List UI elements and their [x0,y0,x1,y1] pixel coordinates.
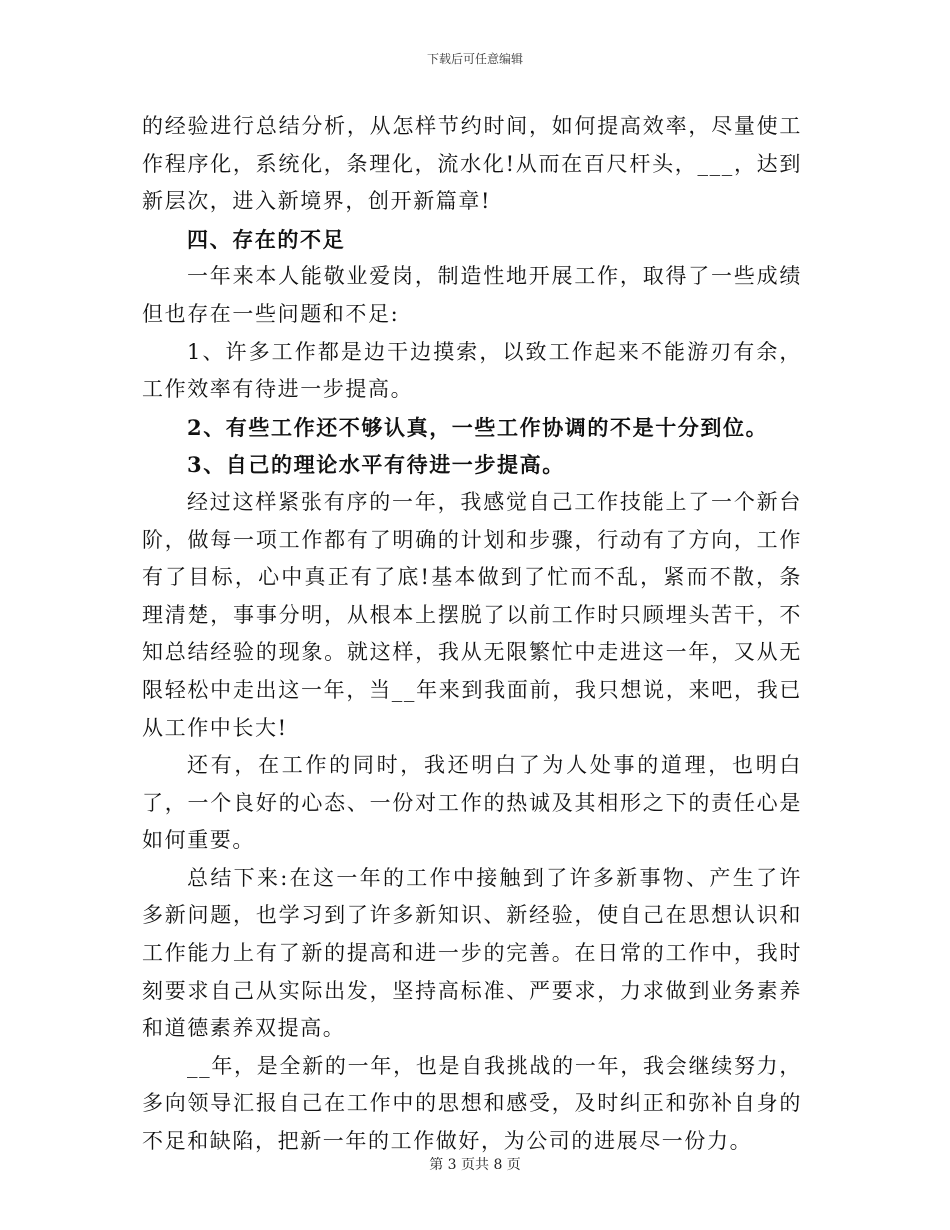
paragraph-continuation: 的经验进行总结分析，从怎样节约时间，如何提高效率，尽量使工作程序化，系统化，条理化，流水化!从而在百尺杆头，___，达到新层次，进入新境界，创开新篇章! [142,114,802,214]
paragraph-intro: 一年来本人能敬业爱岗，制造性地开展工作，取得了一些成绩但也存在一些问题和不足: [142,264,802,326]
list-item-1: 1、许多工作都是边干边摸索，以致工作起来不能游刃有余，工作效率有待进一步提高。 [142,339,802,402]
list-item-2: 2、有些工作还不够认真，一些工作协调的不是十分到位。 [187,414,769,440]
paragraph-reflection: 经过这样紧张有序的一年，我感觉自己工作技能上了一个新台阶，做每一项工作都有了明确的计划和步骤，行动有了方向，工作有了目标，心中真正有了底!基本做到了忙而不乱，紧而不散，条理清楚，事事分明，从根本上摆脱了以前工作时只顾埋头苦干，不知总结经验的现象。就这样，我从无限繁忙中走进这一年，又从无限轻松中走出这一年，当__年来到我面前，我只想说，来吧，我已从工作中长大! [142,489,802,740]
paragraph-outlook: __年，是全新的一年，也是自我挑战的一年，我会继续努力，多向领导汇报自己在工作中的思想和感受，及时纠正和弥补自身的不足和缺陷，把新一年的工作做好，为公司的进展尽一份力。 [142,1053,802,1154]
page-header: 下载后可任意编辑 [426,52,523,66]
section-heading: 四、存在的不足 [187,226,346,252]
list-item-3: 3、自己的理论水平有待进一步提高。 [187,452,565,478]
paragraph-also: 还有，在工作的同时，我还明白了为人处事的道理，也明白了，一个良好的心态、一份对工作的热诚及其相形之下的责任心是如何重要。 [142,753,802,853]
paragraph-summary: 总结下来:在这一年的工作中接触到了许多新事物、产生了许多新问题，也学习到了许多新知识、新经验，使自己在思想认识和工作能力上有了新的提高和进一步的完善。在日常的工作中，我时刻要求自己从实际出发，坚持高标准、严要求，力求做到业务素养和道德素养双提高。 [142,865,802,1041]
page-footer: 第 3 页共 8 页 [429,1157,521,1173]
document-body [142,108,802,1161]
